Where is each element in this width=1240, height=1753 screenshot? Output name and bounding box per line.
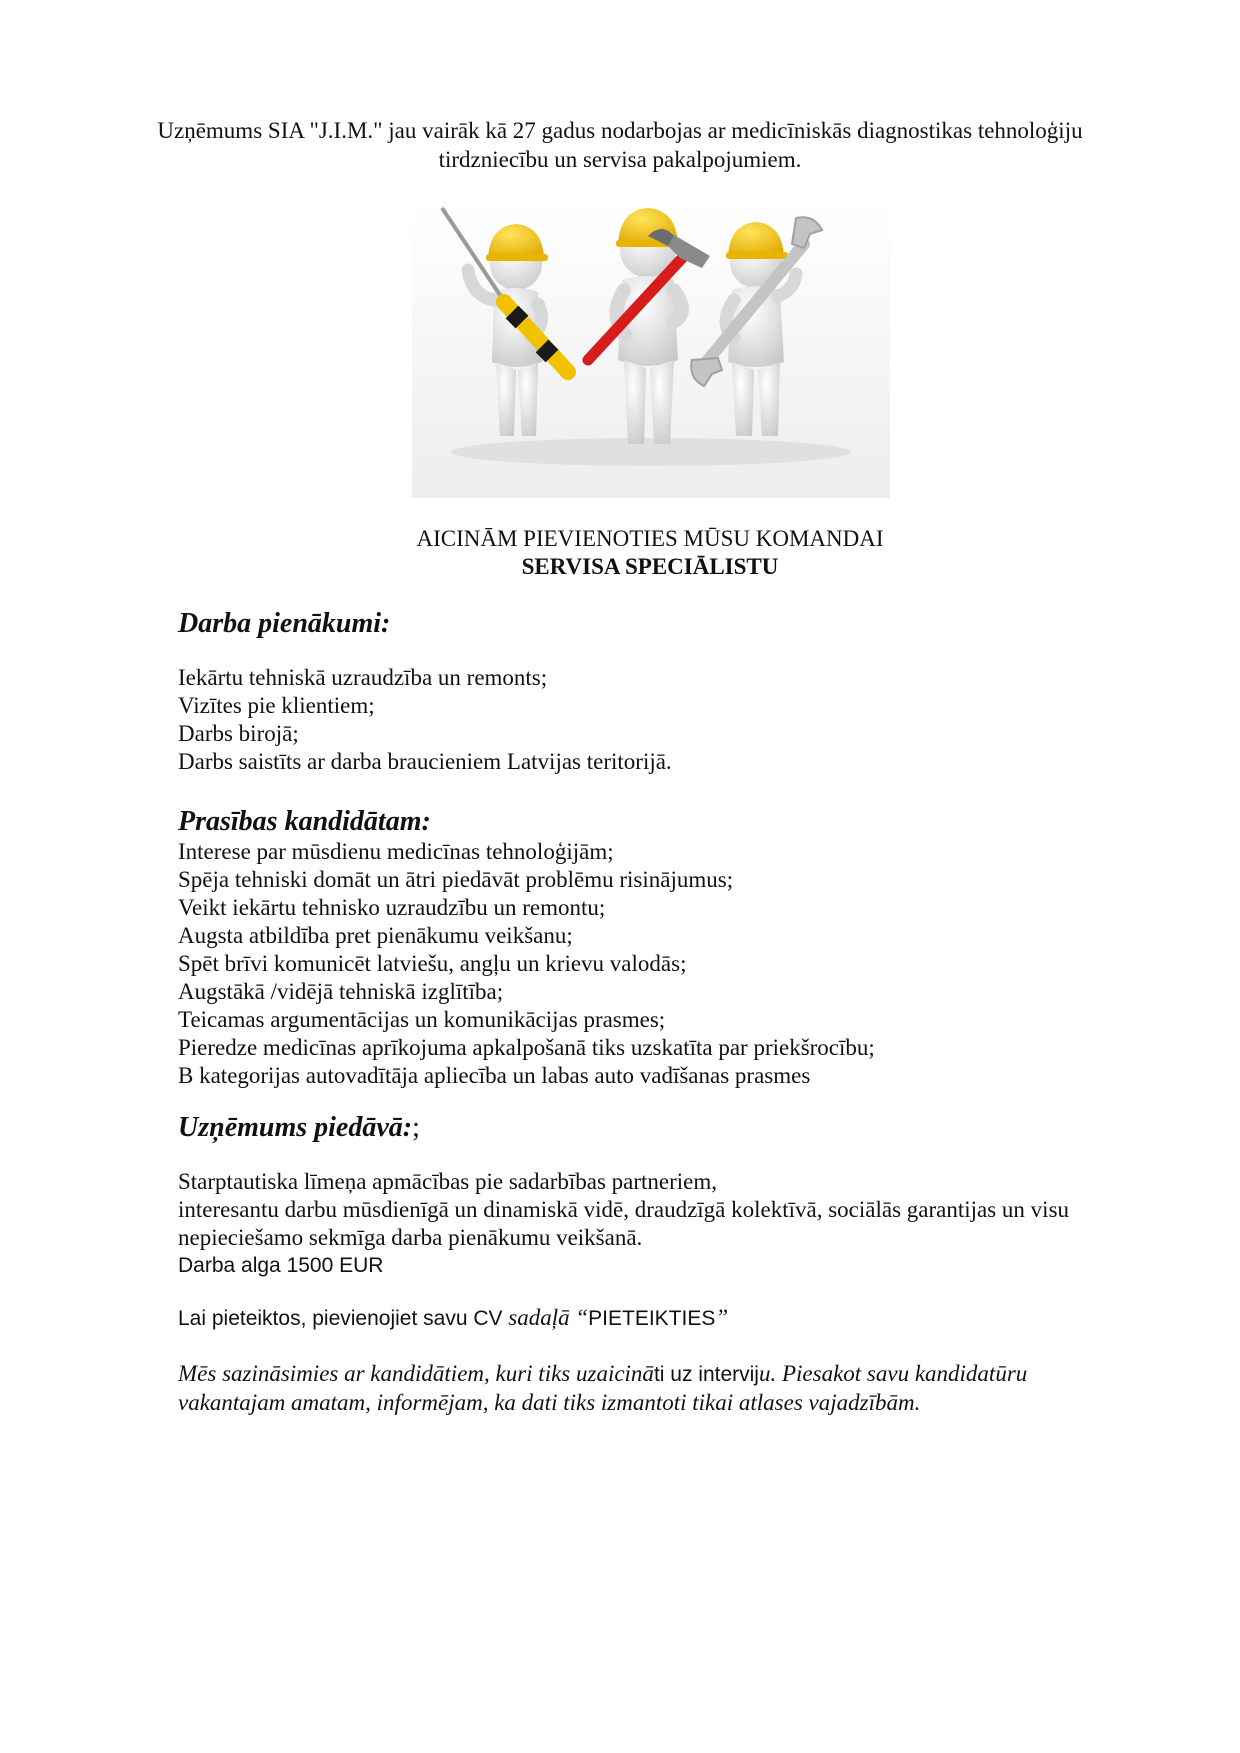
- list-item: Spēt brīvi komunicēt latviešu, angļu un krievu valodās;: [178, 951, 687, 976]
- position-title: SERVISA SPECIĀLISTU: [521, 554, 779, 579]
- offer-heading: [178, 1112, 420, 1144]
- list-item: Darbs birojā;: [178, 721, 299, 746]
- requirements-list: [178, 838, 875, 1090]
- privacy-note: [178, 1360, 1108, 1417]
- company-intro: Uzņēmums SIA "J.I.M." jau vairāk kā 27 gadus nodarbojas ar medicīniskās diagnostikas tehnoloģiju tirdzniecību un servisa pakalpojumiem.: [157, 118, 1083, 172]
- apply-text: Lai pieteiktos, pievienojiet savu CV: [178, 1307, 503, 1330]
- list-item: Teicamas argumentācijas un komunikācijas prasmes;: [178, 1007, 666, 1032]
- salary-line: Darba alga 1500 EUR: [178, 1254, 384, 1277]
- offer-line: Starptautiska līmeņa apmācības pie sadarbības partneriem,: [178, 1169, 718, 1194]
- note-part: ti uz intervij: [653, 1363, 759, 1386]
- three-workers-with-tools-icon: [412, 200, 890, 498]
- invitation-block: [150, 525, 1150, 581]
- offer-heading-suffix: ;: [412, 1112, 420, 1143]
- invitation-line: AICINĀM PIEVIENOTIES MŪSU KOMANDAI: [416, 526, 884, 551]
- list-item: Vizītes pie klientiem;: [178, 693, 375, 718]
- note-part: u. Piesakot savu kandidatūru vakantajam amatam, informējam, ka dati tiks izmantoti tikai atlases vajadzībām.: [178, 1361, 1028, 1415]
- list-item: Iekārtu tehniskā uzraudzība un remonts;: [178, 665, 548, 690]
- list-item: B kategorijas autovadītāja apliecība un labas auto vadīšanas prasmes: [178, 1063, 811, 1088]
- note-part: Mēs sazināsimies ar kandidātiem, kuri tiks uzaicinā: [178, 1361, 654, 1386]
- apply-link[interactable]: PIETEIKTIES: [588, 1307, 716, 1330]
- list-item: Pieredze medicīnas aprīkojuma apkalpošanā tiks uzskatīta par priekšrocību;: [178, 1035, 875, 1060]
- list-item: Augstākā /vidējā tehniskā izglītība;: [178, 979, 504, 1004]
- list-item: Interese par mūsdienu medicīnas tehnoloģijām;: [178, 839, 614, 864]
- offer-heading-text: Uzņēmums piedāvā:: [178, 1112, 413, 1143]
- offer-block: [178, 1168, 1108, 1280]
- duties-list: [178, 664, 672, 776]
- apply-line: Lai pieteiktos, pievienojiet savu CV sadaļā “PIETEIKTIES”: [178, 1305, 729, 1330]
- apply-section: sadaļā: [508, 1305, 570, 1330]
- requirements-heading: Prasības kandidātam:: [178, 806, 431, 837]
- list-item: Veikt iekārtu tehnisko uzraudzību un remontu;: [178, 895, 606, 920]
- duties-heading: Darba pienākumi:: [178, 608, 391, 639]
- list-item: Darbs saistīts ar darba braucieniem Latvijas teritorijā.: [178, 749, 672, 774]
- list-item: Spēja tehniski domāt un ātri piedāvāt problēmu risinājumus;: [178, 867, 734, 892]
- offer-line: interesantu darbu mūsdienīgā un dinamiskā vidē, draudzīgā kolektīvā, sociālās garantijas un visu nepieciešamo sekmīga darba pienākumu veikšanā.: [178, 1197, 1070, 1250]
- list-item: Augsta atbildība pret pienākumu veikšanu;: [178, 923, 573, 948]
